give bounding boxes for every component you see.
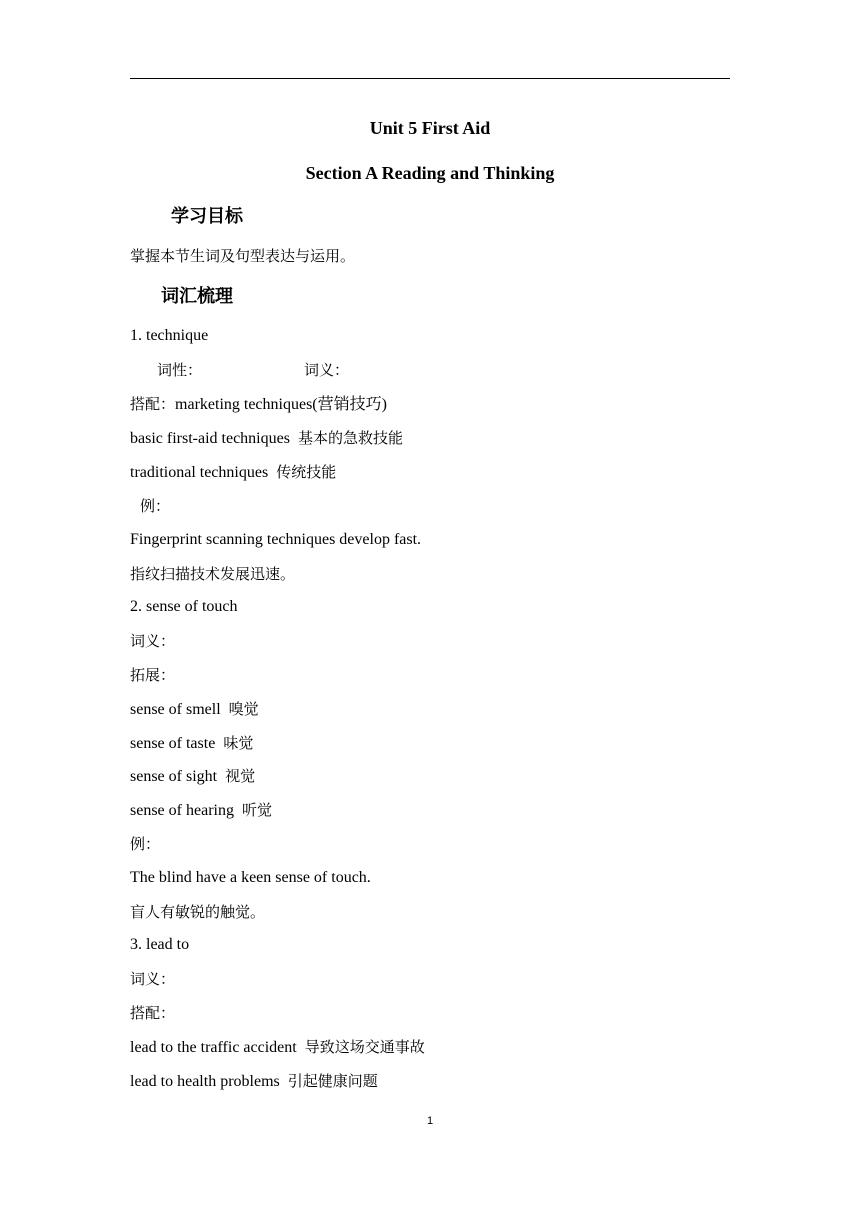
- document-subtitle: Section A Reading and Thinking: [305, 163, 555, 183]
- page-number: 1: [426, 1115, 434, 1127]
- collocation-text: marketing techniques(营销技巧): [175, 396, 387, 413]
- collocation-line: [130, 1071, 378, 1092]
- extension-line: [130, 766, 255, 787]
- collocation-line: [130, 394, 387, 415]
- objectives-text: 掌握本节生词及句型表达与运用。: [130, 247, 356, 265]
- collocation-cn: 引起健康问题: [287, 1072, 378, 1090]
- collocation-cn: 传统技能: [276, 463, 337, 481]
- extension-label: 拓展：: [130, 666, 176, 684]
- meaning-label: 词义：: [130, 632, 176, 650]
- document-title: Unit 5 First Aid: [369, 118, 491, 138]
- collocation-line: [130, 428, 403, 449]
- collocation-prefix: 搭配：: [130, 395, 176, 413]
- extension-cn: 视觉: [225, 767, 256, 785]
- example-label: 例：: [140, 497, 171, 515]
- extension-cn: 嗅觉: [228, 700, 259, 718]
- extension-en: sense of hearing: [130, 802, 234, 819]
- extension-en: sense of sight: [130, 768, 218, 785]
- collocation-cn: 基本的急救技能: [297, 429, 403, 447]
- meaning-label: 词义：: [130, 970, 176, 988]
- vocab-item-technique: 1. technique: [130, 327, 209, 344]
- collocation-cn: 导致这场交通事故: [304, 1038, 425, 1056]
- meaning-label: 词义：: [304, 361, 350, 379]
- example-sentence-cn: 盲人有敏锐的触觉。: [130, 903, 266, 921]
- collocation-label: 搭配：: [130, 1004, 176, 1022]
- extension-cn: 味觉: [223, 734, 254, 752]
- collocation-en: lead to health problems: [130, 1073, 280, 1090]
- example-sentence-cn: 指纹扫描技术发展迅速。: [130, 565, 296, 583]
- example-sentence-en: Fingerprint scanning techniques develop fast.: [130, 531, 422, 548]
- extension-line: [130, 800, 272, 821]
- extension-line: [130, 733, 253, 754]
- vocab-item-sense-of-touch: 2. sense of touch: [130, 598, 238, 615]
- collocation-line: [130, 1037, 425, 1058]
- collocation-en: basic first-aid techniques: [130, 430, 290, 447]
- example-label: 例：: [130, 835, 161, 853]
- part-of-speech-label: 词性：: [157, 361, 203, 379]
- collocation-en: lead to the traffic accident: [130, 1039, 297, 1056]
- example-sentence-en: The blind have a keen sense of touch.: [130, 869, 371, 886]
- extension-line: [130, 699, 259, 720]
- header-rule: [130, 78, 730, 79]
- extension-en: sense of taste: [130, 735, 216, 752]
- extension-cn: 听觉: [241, 801, 272, 819]
- heading-vocabulary: 词汇梳理: [161, 286, 233, 307]
- collocation-line: [130, 462, 336, 483]
- collocation-en: traditional techniques: [130, 464, 269, 481]
- extension-en: sense of smell: [130, 701, 221, 718]
- vocab-item-lead-to: 3. lead to: [130, 936, 190, 953]
- heading-learning-objectives: 学习目标: [171, 206, 243, 227]
